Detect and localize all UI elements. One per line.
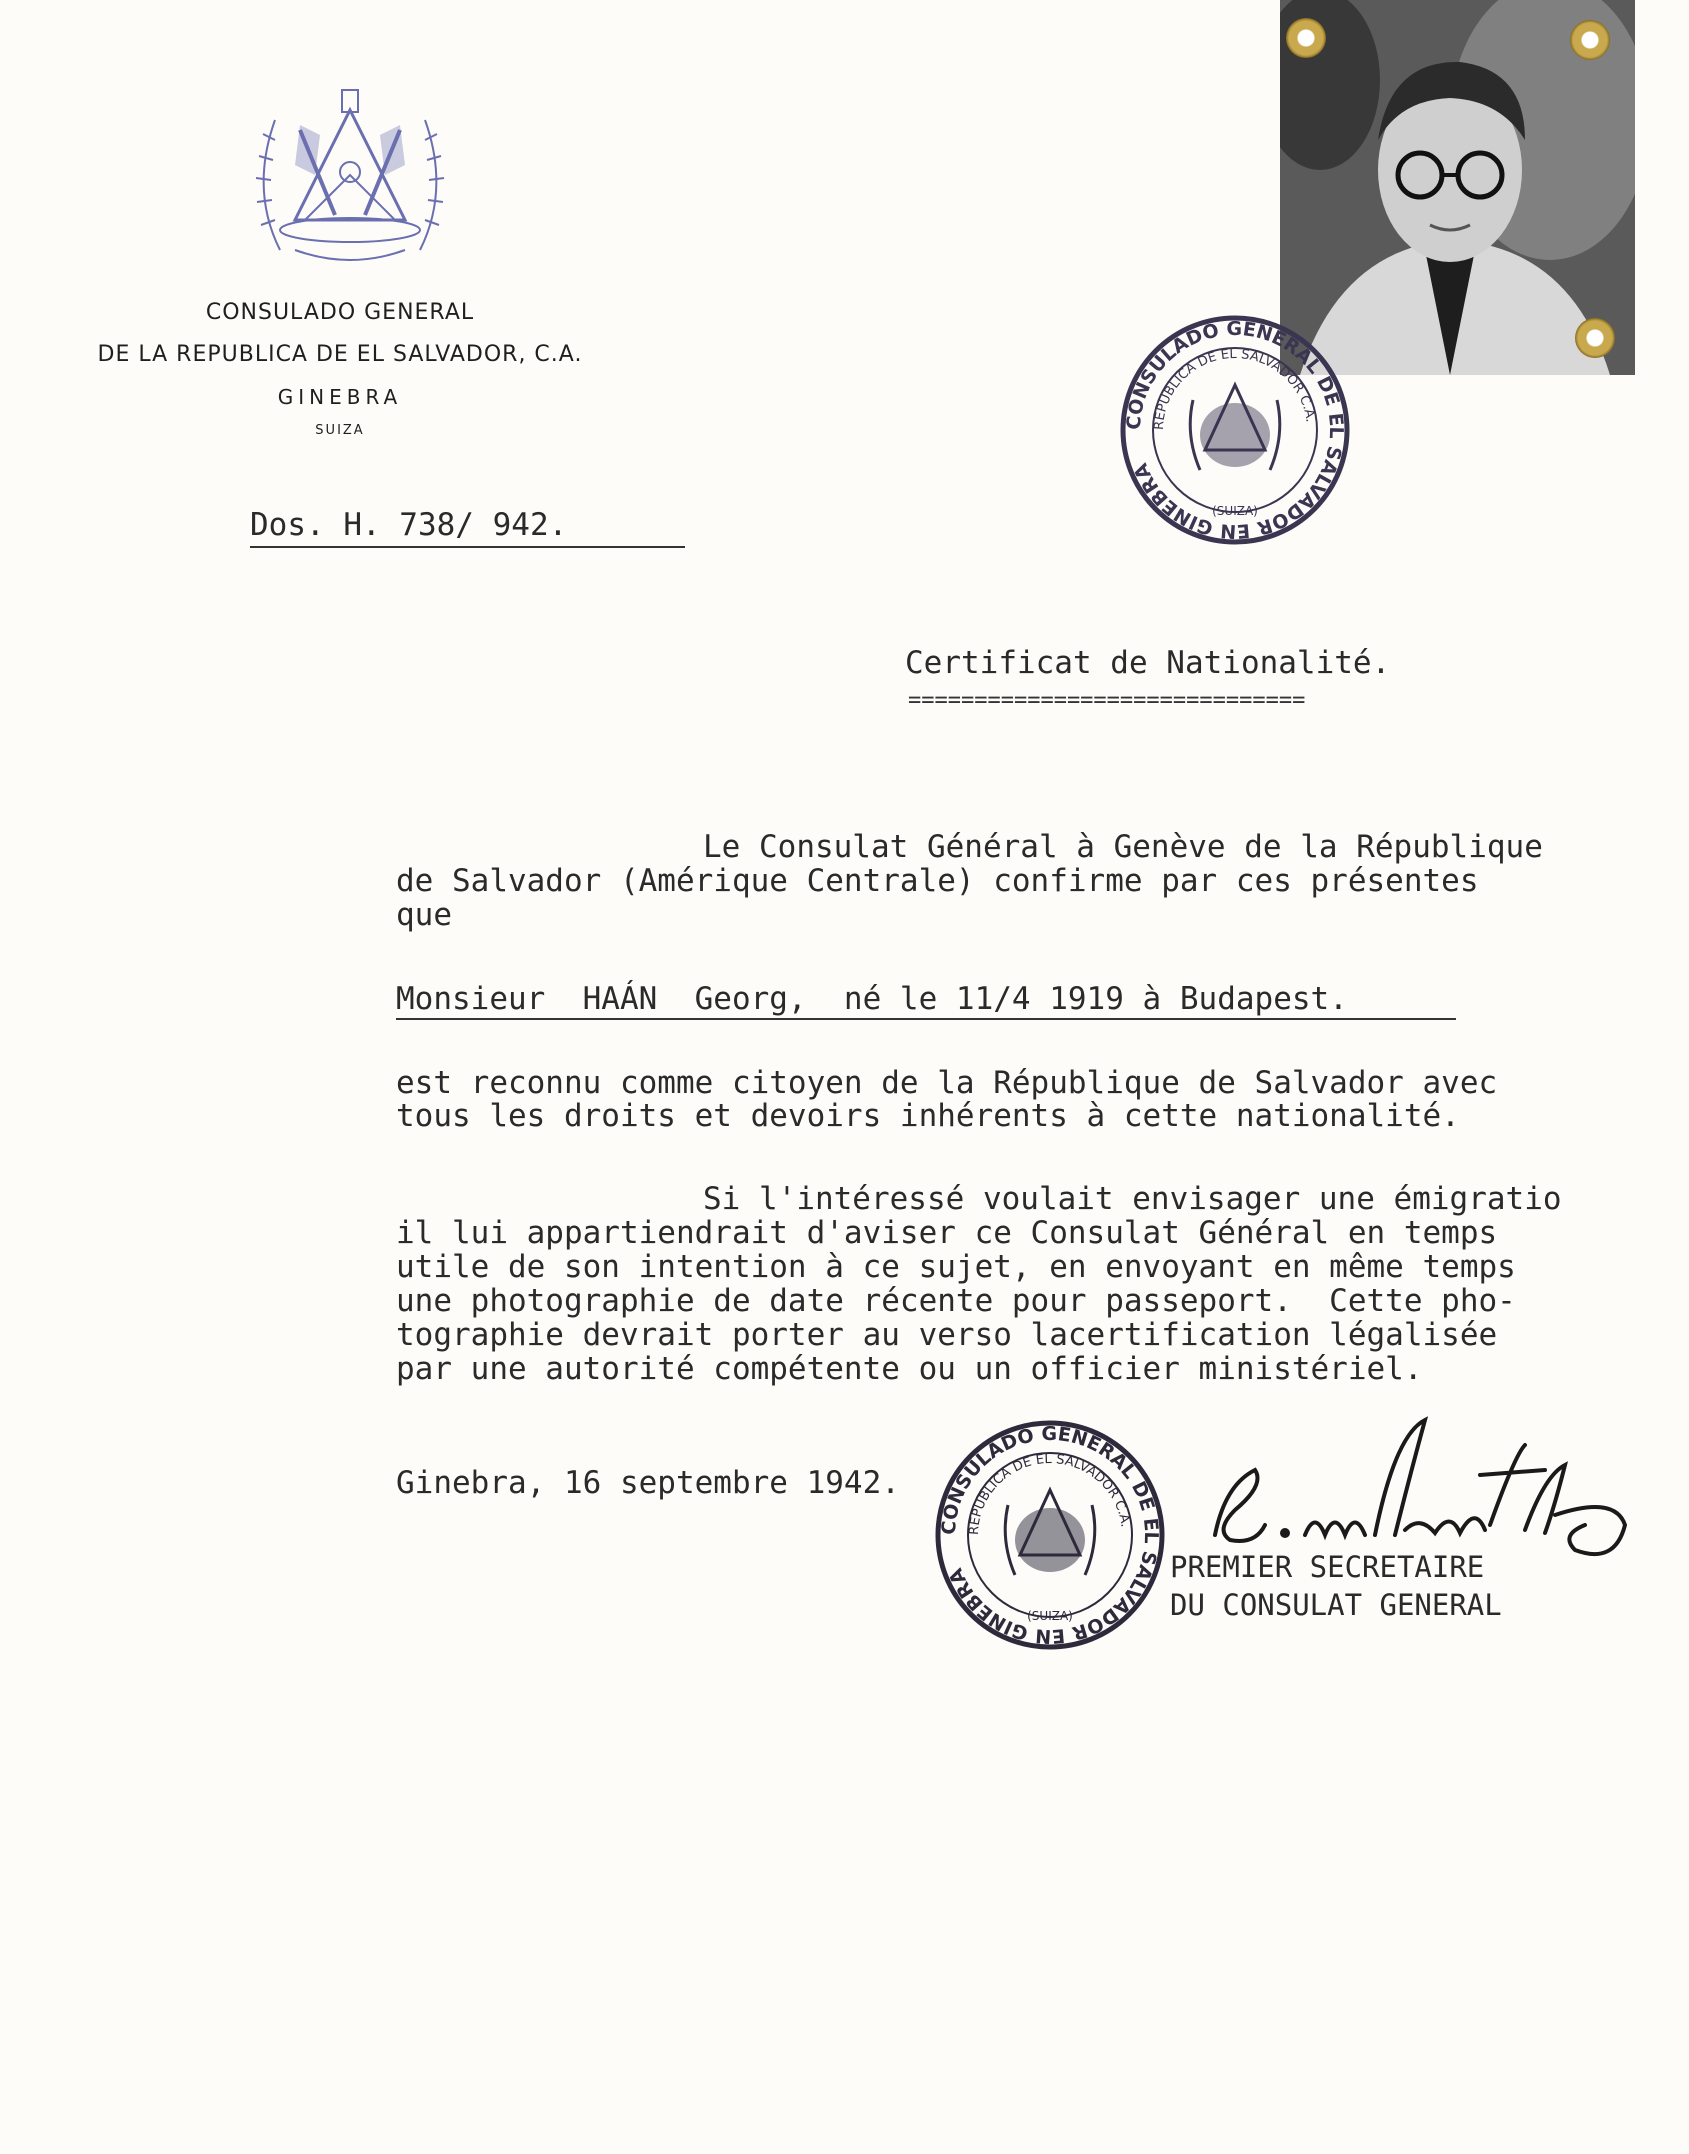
grommet-icon — [1570, 20, 1610, 60]
paragraph3-line: il lui appartiendrait d'aviser ce Consulat Général en temps — [396, 1215, 1498, 1251]
consulate-stamp-bottom — [930, 1415, 1170, 1655]
paragraph2-line: est reconnu comme citoyen de la République de Salvador avec — [396, 1065, 1498, 1101]
stamp-bottom-text: (SUIZA) — [1212, 504, 1258, 518]
paragraph3-line: par une autorité compétente ou un officier ministériel. — [396, 1351, 1423, 1387]
person-line: Monsieur HAÁN Georg, né le 11/4 1919 à Budapest. — [396, 981, 1348, 1017]
paragraph3-line: tographie devrait porter au verso lacertification légalisée — [396, 1317, 1498, 1353]
stamp-inner-text: REPUBLICA DE EL SALVADOR C.A. — [966, 1451, 1133, 1536]
grommet-icon — [1286, 18, 1326, 58]
title-underline: ============================== — [908, 688, 1306, 713]
certificate-title: Certificat de Nationalité. — [905, 645, 1391, 681]
person-underline — [396, 1018, 1456, 1020]
paragraph3-line: une photographie de date récente pour passeport. Cette pho- — [396, 1283, 1516, 1319]
stamp-inner-text: REPUBLICA DE EL SALVADOR C.A. — [1151, 346, 1318, 431]
paragraph1-line: de Salvador (Amérique Centrale) confirme par ces présentes — [396, 863, 1479, 899]
reference-underline — [250, 546, 685, 548]
stamp-bottom-text: (SUIZA) — [1027, 1609, 1073, 1623]
place-and-date: Ginebra, 16 septembre 1942. — [396, 1465, 900, 1501]
consulate-stamp-top — [1115, 310, 1355, 550]
paragraph3-line: Si l'intéressé voulait envisager une émigratio — [703, 1181, 1562, 1217]
paragraph3-line: utile de son intention à ce sujet, en envoyant en même temps — [396, 1249, 1516, 1285]
letterhead-country: SUIZA — [315, 423, 365, 438]
signatory-office: DU CONSULAT GENERAL — [1170, 1588, 1502, 1622]
letterhead-city: GINEBRA — [277, 385, 403, 409]
letterhead-republic: DE LA REPUBLICA DE EL SALVADOR, C.A. — [97, 342, 583, 367]
stamp-outer-text: CONSULADO GENERAL DE EL SALVADOR EN GINEBRA — [1122, 317, 1348, 543]
stamp-outer-text: CONSULADO GENERAL DE EL SALVADOR EN GINEBRA — [937, 1422, 1163, 1648]
coat-of-arms-emblem — [240, 80, 460, 280]
dossier-reference: Dos. H. 738/ 942. — [250, 507, 568, 543]
letterhead-consulate: CONSULADO GENERAL — [205, 300, 475, 325]
grommet-icon — [1575, 318, 1615, 358]
paragraph1-line: que — [396, 897, 452, 933]
signatory-title: PREMIER SECRETAIRE — [1170, 1550, 1485, 1584]
paragraph1-line: Le Consulat Général à Genève de la République — [703, 829, 1543, 865]
paragraph2-line: tous les droits et devoirs inhérents à cette nationalité. — [396, 1098, 1460, 1134]
